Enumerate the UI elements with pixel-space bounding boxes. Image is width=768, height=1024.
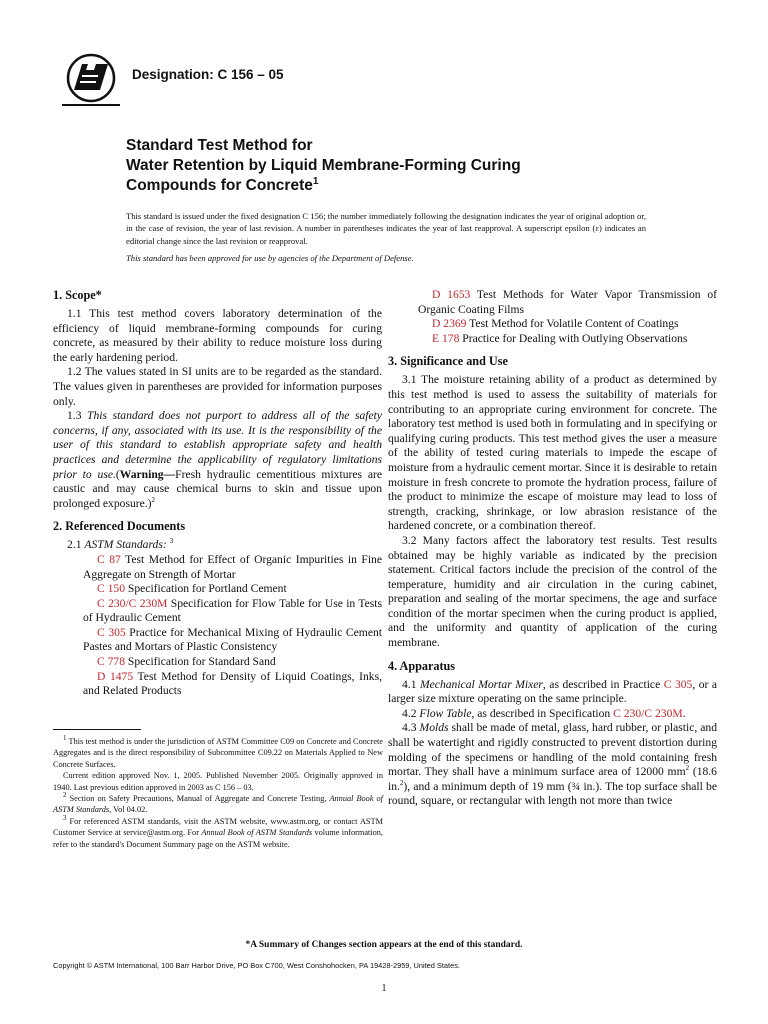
reference-title: Test Method for Volatile Content of Coatings	[466, 317, 679, 331]
title-line-3-text: Compounds for Concrete	[126, 177, 313, 194]
reference-link[interactable]: C 87	[97, 552, 121, 566]
reference-link[interactable]: C 230/C 230M	[97, 596, 168, 610]
footnotes	[53, 736, 383, 850]
footnote-2-text: Section on Safety Precautions, Manual of Aggregate and Concrete Testing,	[66, 794, 330, 804]
reference-link[interactable]: C 150	[97, 582, 126, 596]
section-2-1-num: 2.1	[67, 538, 85, 552]
footnote-3-mark: 3	[63, 814, 67, 823]
copyright: Copyright © ASTM International, 100 Barr Harbor Drive, PO Box C700, West Conshohocken, PA 19428-2959, United States.	[53, 961, 460, 970]
section-4-1-num: 4.1	[402, 677, 420, 691]
section-1-2: 1.2 The values stated in SI units are to be regarded as the standard. The values given in parentheses are provided for information purposes only.	[53, 365, 382, 408]
section-4-3-text-a: shall be made of metal, glass, hard rubber, or plastic, and shall be watertight and rigidly constructed to prevent distortion during molding of the specimens or handling of the mold containing fresh mortar. They shall have a minimum surface area of 12000 mm	[388, 721, 718, 779]
warning-label: Warning—	[119, 467, 176, 481]
page-number: 1	[381, 983, 387, 994]
reference-title: Specification for Portland Cement	[125, 582, 287, 596]
right-column	[388, 288, 717, 809]
reference-title: Test Method for Effect of Organic Impurities in Fine Aggregate on Strength of Mortar	[83, 552, 382, 581]
footnote-1b: Current edition approved Nov. 1, 2005. Published November 2005. Originally approved in 1940. Last previous edition approved in 2003 as C 156 – 03.	[53, 771, 383, 792]
summary-note: *A Summary of Changes section appears at the end of this standard.	[245, 940, 523, 950]
footnote-3-book: Annual Book of ASTM Standards	[201, 828, 313, 838]
referenced-documents-heading: 2. Referenced Documents	[53, 519, 186, 534]
section-3-1: 3.1 The moisture retaining ability of a product as determined by this test method is used to assess the suitability of materials for contributing to an appropriate curing environment for concrete. The laboratory test method is used both in formulating and in specifying or qualifying curing products. This test method gives the user a measure of the ability of tested curing materials to impede the escape of moisture from a hydraulic cement mortar. Since it is desirable to retain moisture in fresh concrete to promote the hydration process, failure of the product to minimize the escape of moisture may lead to loss of strength, cracking, shrinkage, or low abrasion resistance of the hardened concrete, or a combination thereof.	[388, 373, 717, 533]
section-4-3-text-b: (18.6 in.	[388, 765, 717, 793]
section-4-3-num: 4.3	[402, 721, 420, 735]
section-1-1: 1.1 This test method covers laboratory determination of the efficiency of liquid membrane-forming compounds for curing concrete, as measured by their ability to reduce moisture loss during the early hardening period.	[53, 307, 382, 364]
reference-link[interactable]: C 778	[97, 655, 126, 669]
document-title	[126, 136, 521, 196]
reference-link[interactable]: D 1475	[97, 669, 134, 683]
title-footnote-mark: 1	[312, 175, 319, 187]
astm-logo	[60, 52, 122, 116]
mixer-term: Mechanical Mortar Mixer	[420, 677, 543, 691]
section-4-3-text-c: ), and a minimum depth of 19 mm (¾ in.). The top surface shall be round, square, or rectangular with length not more than twice	[388, 779, 717, 808]
reference-title: Specification for Standard Sand	[125, 655, 276, 669]
section-4-1	[388, 678, 717, 707]
significance-heading: 3. Significance and Use	[388, 354, 508, 369]
section-4-3	[388, 721, 717, 809]
reference-item	[53, 670, 382, 699]
section-4-2	[388, 707, 717, 722]
reference-title: Specification for Flow Table for Use in Tests of Hydraulic Cement	[83, 596, 382, 625]
footnote-1	[53, 736, 383, 770]
reference-link[interactable]: C 305	[97, 625, 126, 639]
reference-title: Test Method for Density of Liquid Coatings, Inks, and Related Products	[83, 669, 382, 698]
footnote-3	[53, 816, 383, 850]
reference-link[interactable]: C 305	[663, 677, 693, 691]
reference-item	[53, 582, 382, 597]
footnote-2	[53, 793, 383, 816]
footnote-1-text: This test method is under the jurisdiction of ASTM Committee C09 on Concrete and Concrete Aggregates and is the direct responsibility of Subcommittee C09.22 on Materials Applied to New Concrete Surfaces.	[53, 737, 383, 769]
reference-item	[53, 655, 382, 670]
title-line-1: Standard Test Method for	[126, 137, 313, 154]
title-line-2: Water Retention by Liquid Membrane-Forming Curing	[126, 157, 521, 174]
title-line-3	[126, 176, 521, 196]
astm-standards-label: ASTM Standards:	[84, 538, 167, 552]
left-column	[53, 288, 382, 699]
section-4-1-text: , as described in Practice	[542, 677, 664, 691]
section-4-2-num: 4.2	[402, 706, 420, 720]
section-1-3-num: 1.3	[67, 409, 88, 423]
reference-item	[388, 288, 717, 317]
molds-term: Molds	[419, 721, 449, 735]
superscript-2: 2	[399, 778, 404, 787]
reference-title: Practice for Mechanical Mixing of Hydraulic Cement Pastes and Mortars of Plastic Consistency	[83, 625, 382, 654]
section-4-2-end: .	[682, 706, 686, 720]
safety-statement: This standard does not purport to address all of the safety concerns, if any, associated with its use. It is the responsibility of the user of this standard to establish appropriate safety and health practices and determine the applicability of regulatory limitations prior to use.	[53, 409, 382, 481]
footnote-2-end: , Vol 04.02.	[109, 805, 148, 815]
reference-title: Test Methods for Water Vapor Transmission of Organic Coating Films	[418, 288, 717, 316]
footnote-1-mark: 1	[63, 734, 67, 743]
reference-link[interactable]: E 178	[432, 331, 460, 345]
section-1-3	[53, 409, 382, 511]
scope-heading: 1. Scope*	[53, 288, 102, 302]
footnote-2-book: Annual Book of ASTM Standards	[53, 794, 383, 815]
footnote-ref-3: 3	[169, 537, 174, 546]
footnote-3-end: volume information, refer to the standard's Document Summary page on the ASTM website.	[53, 828, 384, 849]
footnote-3-text: For referenced ASTM standards, visit the ASTM website, www.astm.org, or contact ASTM Customer Service at service@astm.org. For	[53, 816, 383, 838]
footnote-ref-2: 2	[151, 495, 156, 504]
reference-item	[53, 597, 382, 626]
section-4-2-text: , as described in Specification	[471, 706, 614, 720]
section-3-2: 3.2 Many factors affect the laboratory test results. Test results obtained may be highly variable as indicated by the precision statement. Critical factors include the precision of the control of the temperature, humidity and air circulation in the curing cabinet, preparation and sealing of the mortar specimens, the age and surface condition of the mortar specimen when the curing product is applied, and the uniformity and quantity of application of the curing membrane.	[388, 533, 717, 650]
footnote-divider	[53, 729, 141, 730]
section-4-1-end: , or a larger size mixture operating on the same principle.	[388, 677, 718, 706]
reference-link[interactable]: C 230/C 230M	[613, 706, 683, 720]
reference-item	[388, 332, 717, 347]
flow-table-term: Flow Table	[419, 706, 472, 720]
reference-link[interactable]: D 2369	[432, 317, 467, 331]
designation: Designation: C 156 – 05	[132, 67, 284, 82]
reference-link[interactable]: D 1653	[432, 288, 471, 301]
footnote-2-mark: 2	[63, 791, 67, 800]
designation-notice: This standard is issued under the fixed designation C 156; the number immediately following the designation indicates the year of original adoption or, in the case of revision, the year of last revision. A number in parentheses indicates the year of last reapproval. A superscript epsilon (ε) indicates an editorial change since the last revision or reapproval.	[126, 211, 646, 246]
reference-item	[388, 317, 717, 332]
section-2-1	[53, 538, 382, 553]
apparatus-heading: 4. Apparatus	[388, 658, 456, 673]
warning-text: Fresh hydraulic cementitious mixtures are caustic and may cause chemical burns to skin and tissue upon prolonged exposure.)	[53, 467, 382, 510]
reference-item	[53, 553, 382, 582]
superscript-2: 2	[685, 764, 690, 773]
reference-title: Practice for Dealing with Outlying Observations	[459, 331, 688, 345]
dod-approval-note: This standard has been approved for use by agencies of the Department of Defense.	[126, 253, 414, 263]
reference-item	[53, 626, 382, 655]
paren-open: (	[115, 467, 120, 481]
